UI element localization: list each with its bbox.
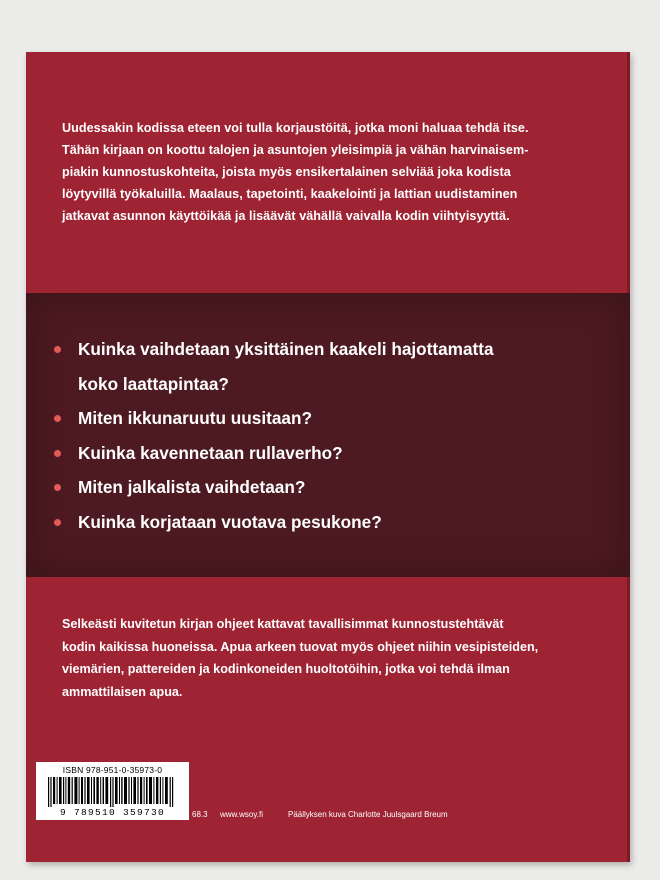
question-item (54, 505, 614, 540)
book-back-cover (26, 52, 630, 862)
blurb-line: piakin kunnostuskohteita, joista myös ensikertalainen selviää joka kodista (62, 165, 511, 179)
blurb-line: Tähän kirjaan on koottu talojen ja asuntojen yleisimpiä ja vähän harvinaisem- (62, 143, 529, 157)
question-text: Kuinka korjataan vuotava pesukone? (78, 511, 382, 532)
cover-photo-credit: Päällyksen kuva Charlotte Juulsgaard Breum (288, 810, 448, 819)
blurb-line: löytyvillä työkaluilla. Maalaus, tapetointi, kaakelointi ja lattian uudistaminen (62, 187, 518, 201)
barcode-digits: 9 789510 359730 (59, 807, 165, 818)
question-text: Kuinka vaihdetaan yksittäinen kaakeli hajottamatta (78, 339, 494, 359)
blurb-line: ammattilaisen apua. (62, 684, 183, 699)
barcode-bars-icon (44, 777, 181, 807)
isbn-barcode (36, 762, 189, 820)
question-text: Miten ikkunaruutu uusitaan? (78, 408, 312, 428)
blurb-line: kodin kaikissa huoneissa. Apua arkeen tuovat myös ohjeet niihin vesipisteiden, (62, 639, 539, 654)
question-text: Miten jalkalista vaihdetaan? (78, 477, 306, 497)
blurb-line: Selkeästi kuvitetun kirjan ohjeet kattavat tavallisimmat kunnostustehtävät (62, 617, 504, 631)
bullet-dot-icon (54, 450, 61, 457)
question-item (54, 470, 614, 505)
blurb-line: jatkavat asunnon käyttöikää ja lisäävät vähällä vaivalla kodin viihtyisyyttä. (62, 209, 510, 223)
question-item (54, 401, 614, 436)
bottom-blurb (62, 613, 602, 703)
top-blurb (62, 117, 582, 227)
publisher-website: www.wsoy.fi (220, 810, 263, 819)
question-list (54, 332, 614, 539)
bullet-dot-icon (54, 346, 61, 353)
blurb-line: Uudessakin kodissa eteen voi tulla korjaustöitä, jotka moni haluaa tehdä itse. (62, 121, 529, 135)
bullet-dot-icon (54, 519, 61, 526)
question-text: koko laattapintaa? (78, 373, 229, 394)
blurb-line: viemärien, pattereiden ja kodinkoneiden huoltotöihin, jotka voi tehdä ilman (62, 662, 510, 676)
bullet-dot-icon (54, 415, 61, 422)
question-text: Kuinka kavennetaan rullaverho? (78, 442, 343, 463)
question-item (54, 436, 614, 471)
isbn-label: ISBN 978-951-0-35973-0 (62, 765, 163, 775)
bullet-dot-icon (54, 484, 61, 491)
price-code: 68.3 (192, 810, 208, 819)
question-item (54, 332, 614, 401)
